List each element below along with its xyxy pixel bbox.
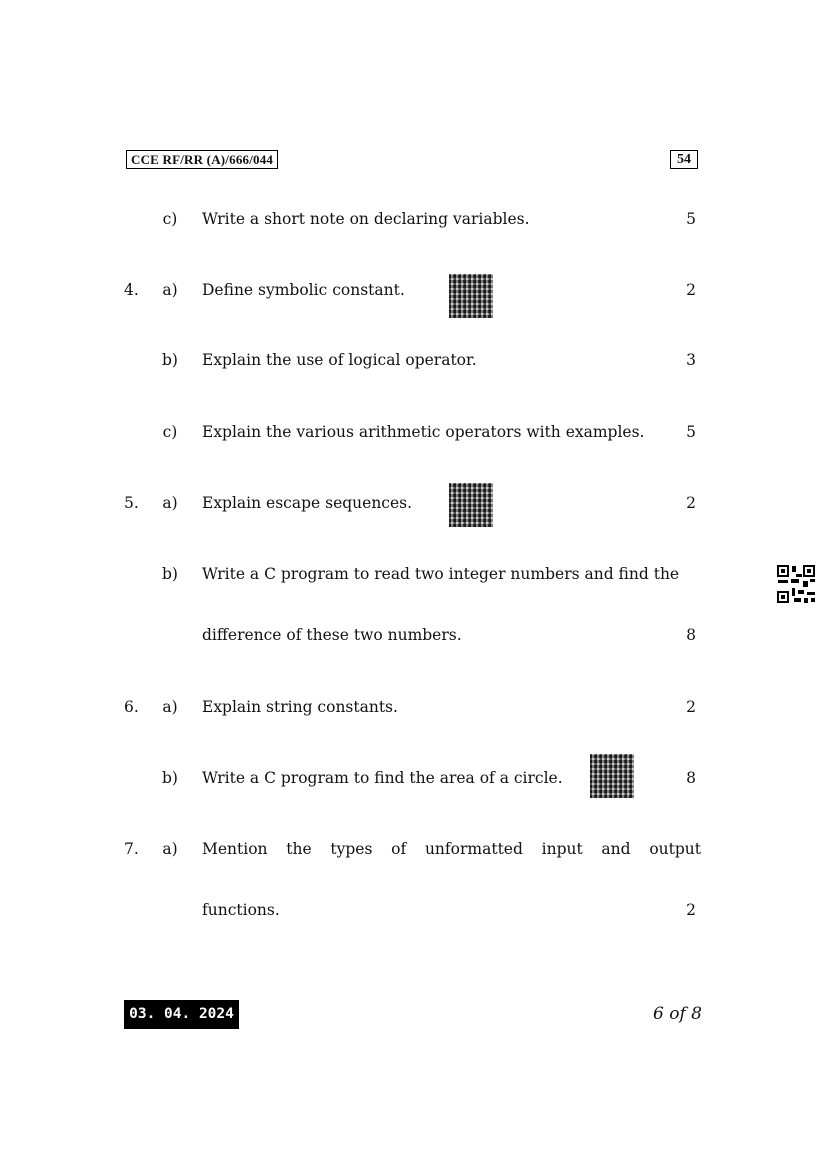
q4-number: 4. (124, 281, 139, 299)
q3c-part: c) (162, 210, 178, 228)
exam-date: 03. 04. 2024 (124, 1000, 239, 1029)
q5b-marks: 8 (686, 626, 696, 644)
q6a-text: Explain string constants. (202, 698, 398, 716)
q7a-text-line1: Mention the types of unformatted input and output (202, 840, 701, 858)
q5-number: 5. (124, 494, 139, 512)
q4c-marks: 5 (686, 423, 696, 441)
qr-code-icon (449, 483, 493, 527)
page-number: 6 of 8 (653, 1004, 702, 1024)
q4b-part: b) (162, 351, 178, 369)
q4b-marks: 3 (686, 351, 696, 369)
q6a-marks: 2 (686, 698, 696, 716)
q4b-text: Explain the use of logical operator. (202, 351, 477, 369)
q7a-marks: 2 (686, 901, 696, 919)
q6b-text: Write a C program to find the area of a circle. (202, 769, 563, 787)
q4c-part: c) (162, 423, 178, 441)
q4a-marks: 2 (686, 281, 696, 299)
q3c-marks: 5 (686, 210, 696, 228)
q7-number: 7. (124, 840, 139, 858)
q4c-text: Explain the various arithmetic operators with examples. (202, 423, 645, 441)
side-qr-code-icon (776, 564, 816, 604)
q5a-marks: 2 (686, 494, 696, 512)
q4a-text: Define symbolic constant. (202, 281, 405, 299)
qr-code-icon (449, 274, 493, 318)
qr-code-icon (590, 754, 634, 798)
q7a-part: a) (162, 840, 178, 858)
q5b-text-line2: difference of these two numbers. (202, 626, 462, 644)
set-number: 54 (670, 150, 698, 169)
paper-code: CCE RF/RR (A)/666/044 (126, 150, 278, 169)
q5a-text: Explain escape sequences. (202, 494, 413, 512)
q5b-text-line1: Write a C program to read two integer numbers and find the (202, 565, 680, 583)
q5b-part: b) (162, 565, 178, 583)
q6b-part: b) (162, 769, 178, 787)
q3c-text: Write a short note on declaring variables. (202, 210, 530, 228)
q6b-marks: 8 (686, 769, 696, 787)
q7a-text-line2: functions. (202, 901, 280, 919)
q6-number: 6. (124, 698, 139, 716)
q5a-part: a) (162, 494, 178, 512)
q4a-part: a) (162, 281, 178, 299)
q6a-part: a) (162, 698, 178, 716)
